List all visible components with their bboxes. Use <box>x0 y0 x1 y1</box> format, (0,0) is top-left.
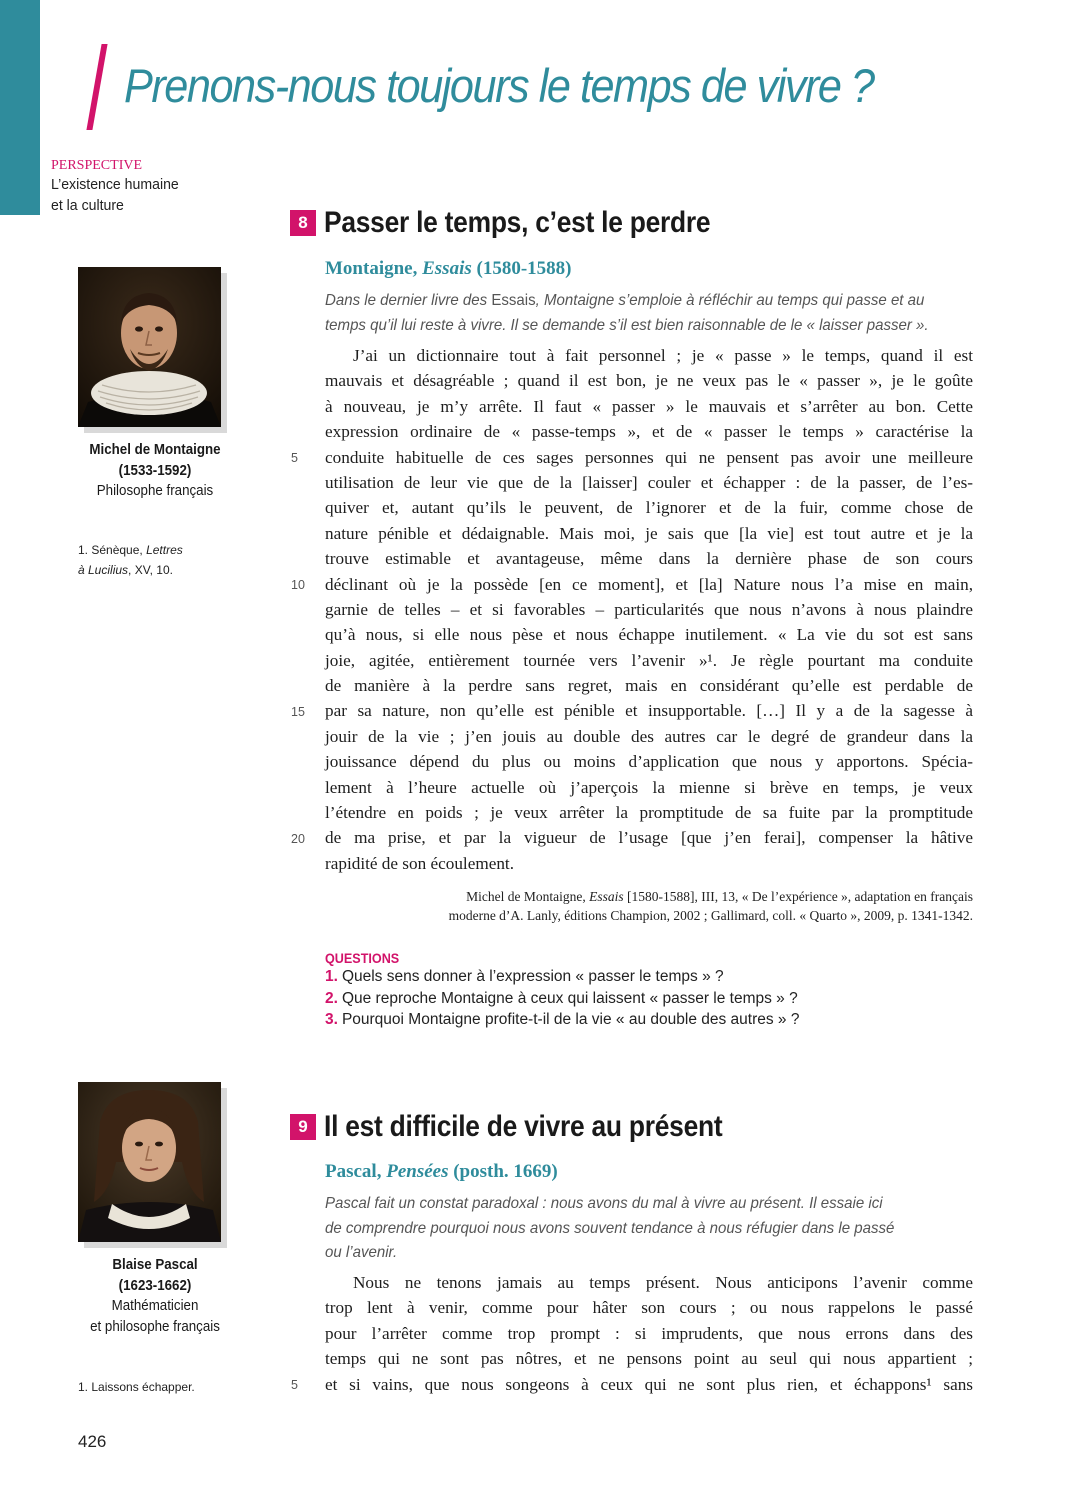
perspective-block <box>51 158 251 216</box>
section-8-heading <box>290 206 763 240</box>
text-line: de manière à la perdre sans regret, mais en considérant qu’elle est perdable de <box>325 676 973 696</box>
text-line: déclinant où je la possède [en ce moment], et [la] Nature nous l’a mise en main, <box>325 574 973 594</box>
portrait-role: Mathématicien <box>111 1298 199 1314</box>
text-line: et si vains, que nous songeons à ceux qui ne sont plus rien, et échappons¹ sans <box>325 1374 973 1394</box>
footnote-text: , XV, 10. <box>128 563 173 577</box>
section-9-intro <box>325 1192 945 1266</box>
author-name: Pascal, <box>325 1161 387 1182</box>
questions-heading: QUESTIONS <box>325 950 400 966</box>
portrait-name: Blaise Pascal <box>112 1257 198 1273</box>
perspective-label: PERSPECTIVE <box>51 158 143 173</box>
line-number: 5 <box>291 451 298 465</box>
text-line: par sa nature, non qu’elle est pénible et insupportable. […] Il y a de la sagesse à <box>325 701 973 721</box>
text-line: l’étendre en poids ; je veux arrêter la promptitude de sa fuite par la promptitude <box>325 803 973 823</box>
perspective-line: L’existence humaine <box>51 176 179 193</box>
intro-text: ou l’avenir. <box>325 1244 398 1261</box>
question-text: Que reproche Montaigne à ceux qui laissent « passer le temps » ? <box>341 989 798 1007</box>
question-number: 2. <box>325 989 338 1007</box>
intro-text: Dans le dernier livre des <box>325 292 492 309</box>
question-item <box>325 1009 799 1031</box>
portrait-name: Michel de Montaigne <box>89 442 221 458</box>
line-number: 20 <box>291 832 305 846</box>
text-line: conduite habituelle de ces sages personnes qui ne pensent pas avoir une meilleure <box>325 447 973 467</box>
work-dates: (posth. 1669) <box>448 1161 558 1182</box>
source-citation <box>325 887 973 925</box>
section-number-badge: 8 <box>290 210 316 236</box>
text-line: J’ai un dictionnaire tout à fait personnel ; je « passe » le temps, quand il est <box>353 346 973 365</box>
text-line: à nouveau, je m’y arrête. Il faut « passer » le mauvais et s’arrêter au bon. Cette <box>325 396 973 416</box>
source-text: [1580-1588], III, 13, « De l’expérience », adaptation en français <box>623 889 973 904</box>
footnote-work: Lettres <box>146 543 183 557</box>
section-title: Passer le temps, c’est le perdre <box>324 206 711 239</box>
question-text: Quels sens donner à l’expression « passer le temps » ? <box>341 968 724 985</box>
text-line: utilisation de leur vie que de la [laisser] couler et échapper : de la passer, de l’es- <box>325 472 973 492</box>
intro-text: , Montaigne s’emploie à réfléchir au temps qui passe et au <box>535 292 925 309</box>
text-line: Nous ne tenons jamais au temps présent. Nous anticipons l’avenir comme <box>353 1273 973 1292</box>
text-line: trouve estimable et avantageuse, même dans la dernière phase de son cours <box>325 549 973 569</box>
text-line: garnie de telles – et si favorables – particularités que nous n’avons à nous plaindre <box>325 599 973 619</box>
footnote-text: 1. Sénèque, <box>78 543 147 557</box>
line-number: 15 <box>291 705 305 719</box>
title-accent-bar <box>86 44 107 130</box>
portrait-dates: (1533-1592) <box>118 462 192 479</box>
section-9-heading <box>290 1110 777 1144</box>
source-text: moderne d’A. Lanly, éditions Champion, 2002 ; Gallimard, coll. « Quarto », 2009, p. 1341-1342. <box>448 908 973 923</box>
text-line: pour l’arrêter comme trop prompt : si imprudents, que nous errons dans des <box>325 1323 973 1343</box>
text-line: rapidité de son écoulement. <box>325 853 514 873</box>
section-8-text <box>325 343 973 876</box>
text-line: mauvais et désagréable ; quand il est bon, je ne veux pas le « passer », je le goûte <box>325 371 973 391</box>
page-title: Prenons-nous toujours le temps de vivre ? <box>124 59 874 112</box>
portrait-dates: (1623-1662) <box>118 1277 192 1294</box>
text-line: qu’à nous, si elle nous pèse et nous échappe inutilement. « La vie du sot est sans <box>325 625 973 645</box>
section-9-text <box>325 1270 973 1397</box>
section-9-author <box>325 1161 558 1183</box>
line-number: 5 <box>291 1378 298 1392</box>
author-name: Montaigne, <box>325 258 423 279</box>
question-text: Pourquoi Montaigne profite-t-il de la vie « au double des autres » ? <box>341 1011 800 1028</box>
question-number: 1. <box>325 968 338 985</box>
question-number: 3. <box>325 1011 338 1028</box>
footnote-montaigne <box>78 540 183 580</box>
work-dates: (1580-1588) <box>471 258 572 279</box>
text-line: quiver et, autant qu’ils le peuvent, de l’ignorer et de la fuir, comme chose de <box>325 498 973 518</box>
work-title: Pensées <box>386 1161 449 1182</box>
intro-work: Essais <box>491 292 536 309</box>
teal-band <box>0 0 40 215</box>
question-item <box>325 988 799 1010</box>
question-item <box>325 966 799 988</box>
section-title: Il est difficile de vivre au présent <box>324 1110 723 1143</box>
text-line: temps qui ne sont pas nôtres, et ne pensons point au seul qui nous appartient ; <box>325 1349 973 1369</box>
footnote-pascal: 1. Laissons échapper. <box>78 1380 195 1394</box>
text-line: trop lent à venir, comme pour hâter son cours ; ou nous rappelons le passé <box>325 1298 973 1318</box>
perspective-line: et la culture <box>51 197 124 214</box>
source-text: Michel de Montaigne, <box>466 889 590 904</box>
text-line: jouissance dépend du plus ou moins d’application que nous y apportons. Spécia- <box>325 752 973 772</box>
section-8-author <box>325 258 571 280</box>
montaigne-portrait <box>78 267 221 427</box>
line-number: 10 <box>291 578 305 592</box>
work-title: Essais <box>422 258 472 279</box>
questions-block <box>325 950 799 1031</box>
pascal-portrait <box>78 1082 221 1242</box>
source-work: Essais <box>589 889 624 904</box>
text-line: de ma prise, et par la vigueur de l’usage [que j’en ferai], compenser la hâtive <box>325 828 973 848</box>
text-line: jouir de la vie ; j’en jouis au double des autres car le degré de grandeur dans la <box>325 726 973 746</box>
footnote-work: à Lucilius <box>78 563 129 577</box>
section-8-intro <box>325 289 945 338</box>
section-number-badge: 9 <box>290 1114 316 1140</box>
montaigne-caption <box>69 440 240 502</box>
intro-text: temps qu’il lui reste à vivre. Il se demande s’il est bien raisonnable de le « laisser passer ». <box>325 316 929 334</box>
text-line: nature pénible et dédaignable. Mais moi, je sais que [la vie] est tout autre et je la <box>325 523 973 543</box>
page-number: 426 <box>78 1432 107 1451</box>
intro-text: Pascal fait un constat paradoxal : nous avons du mal à vivre au présent. Il essaie ici <box>325 1195 883 1212</box>
portrait-role: Philosophe français <box>96 483 214 499</box>
text-line: lement à l’heure actuelle où j’aperçois la mienne si brève en temps, je veux <box>325 777 973 797</box>
text-line: expression ordinaire de « passe-temps », et de « passer le temps » caractérise la <box>325 422 973 442</box>
portrait-role: et philosophe français <box>90 1318 220 1335</box>
intro-text: de comprendre pourquoi nous avons souvent tendance à nous réfugier dans le passé <box>325 1219 895 1237</box>
pascal-caption <box>69 1255 240 1337</box>
text-line: joie, agitée, entièrement tournée vers l’avenir »¹. Je règle pourtant ma conduite <box>325 650 973 670</box>
